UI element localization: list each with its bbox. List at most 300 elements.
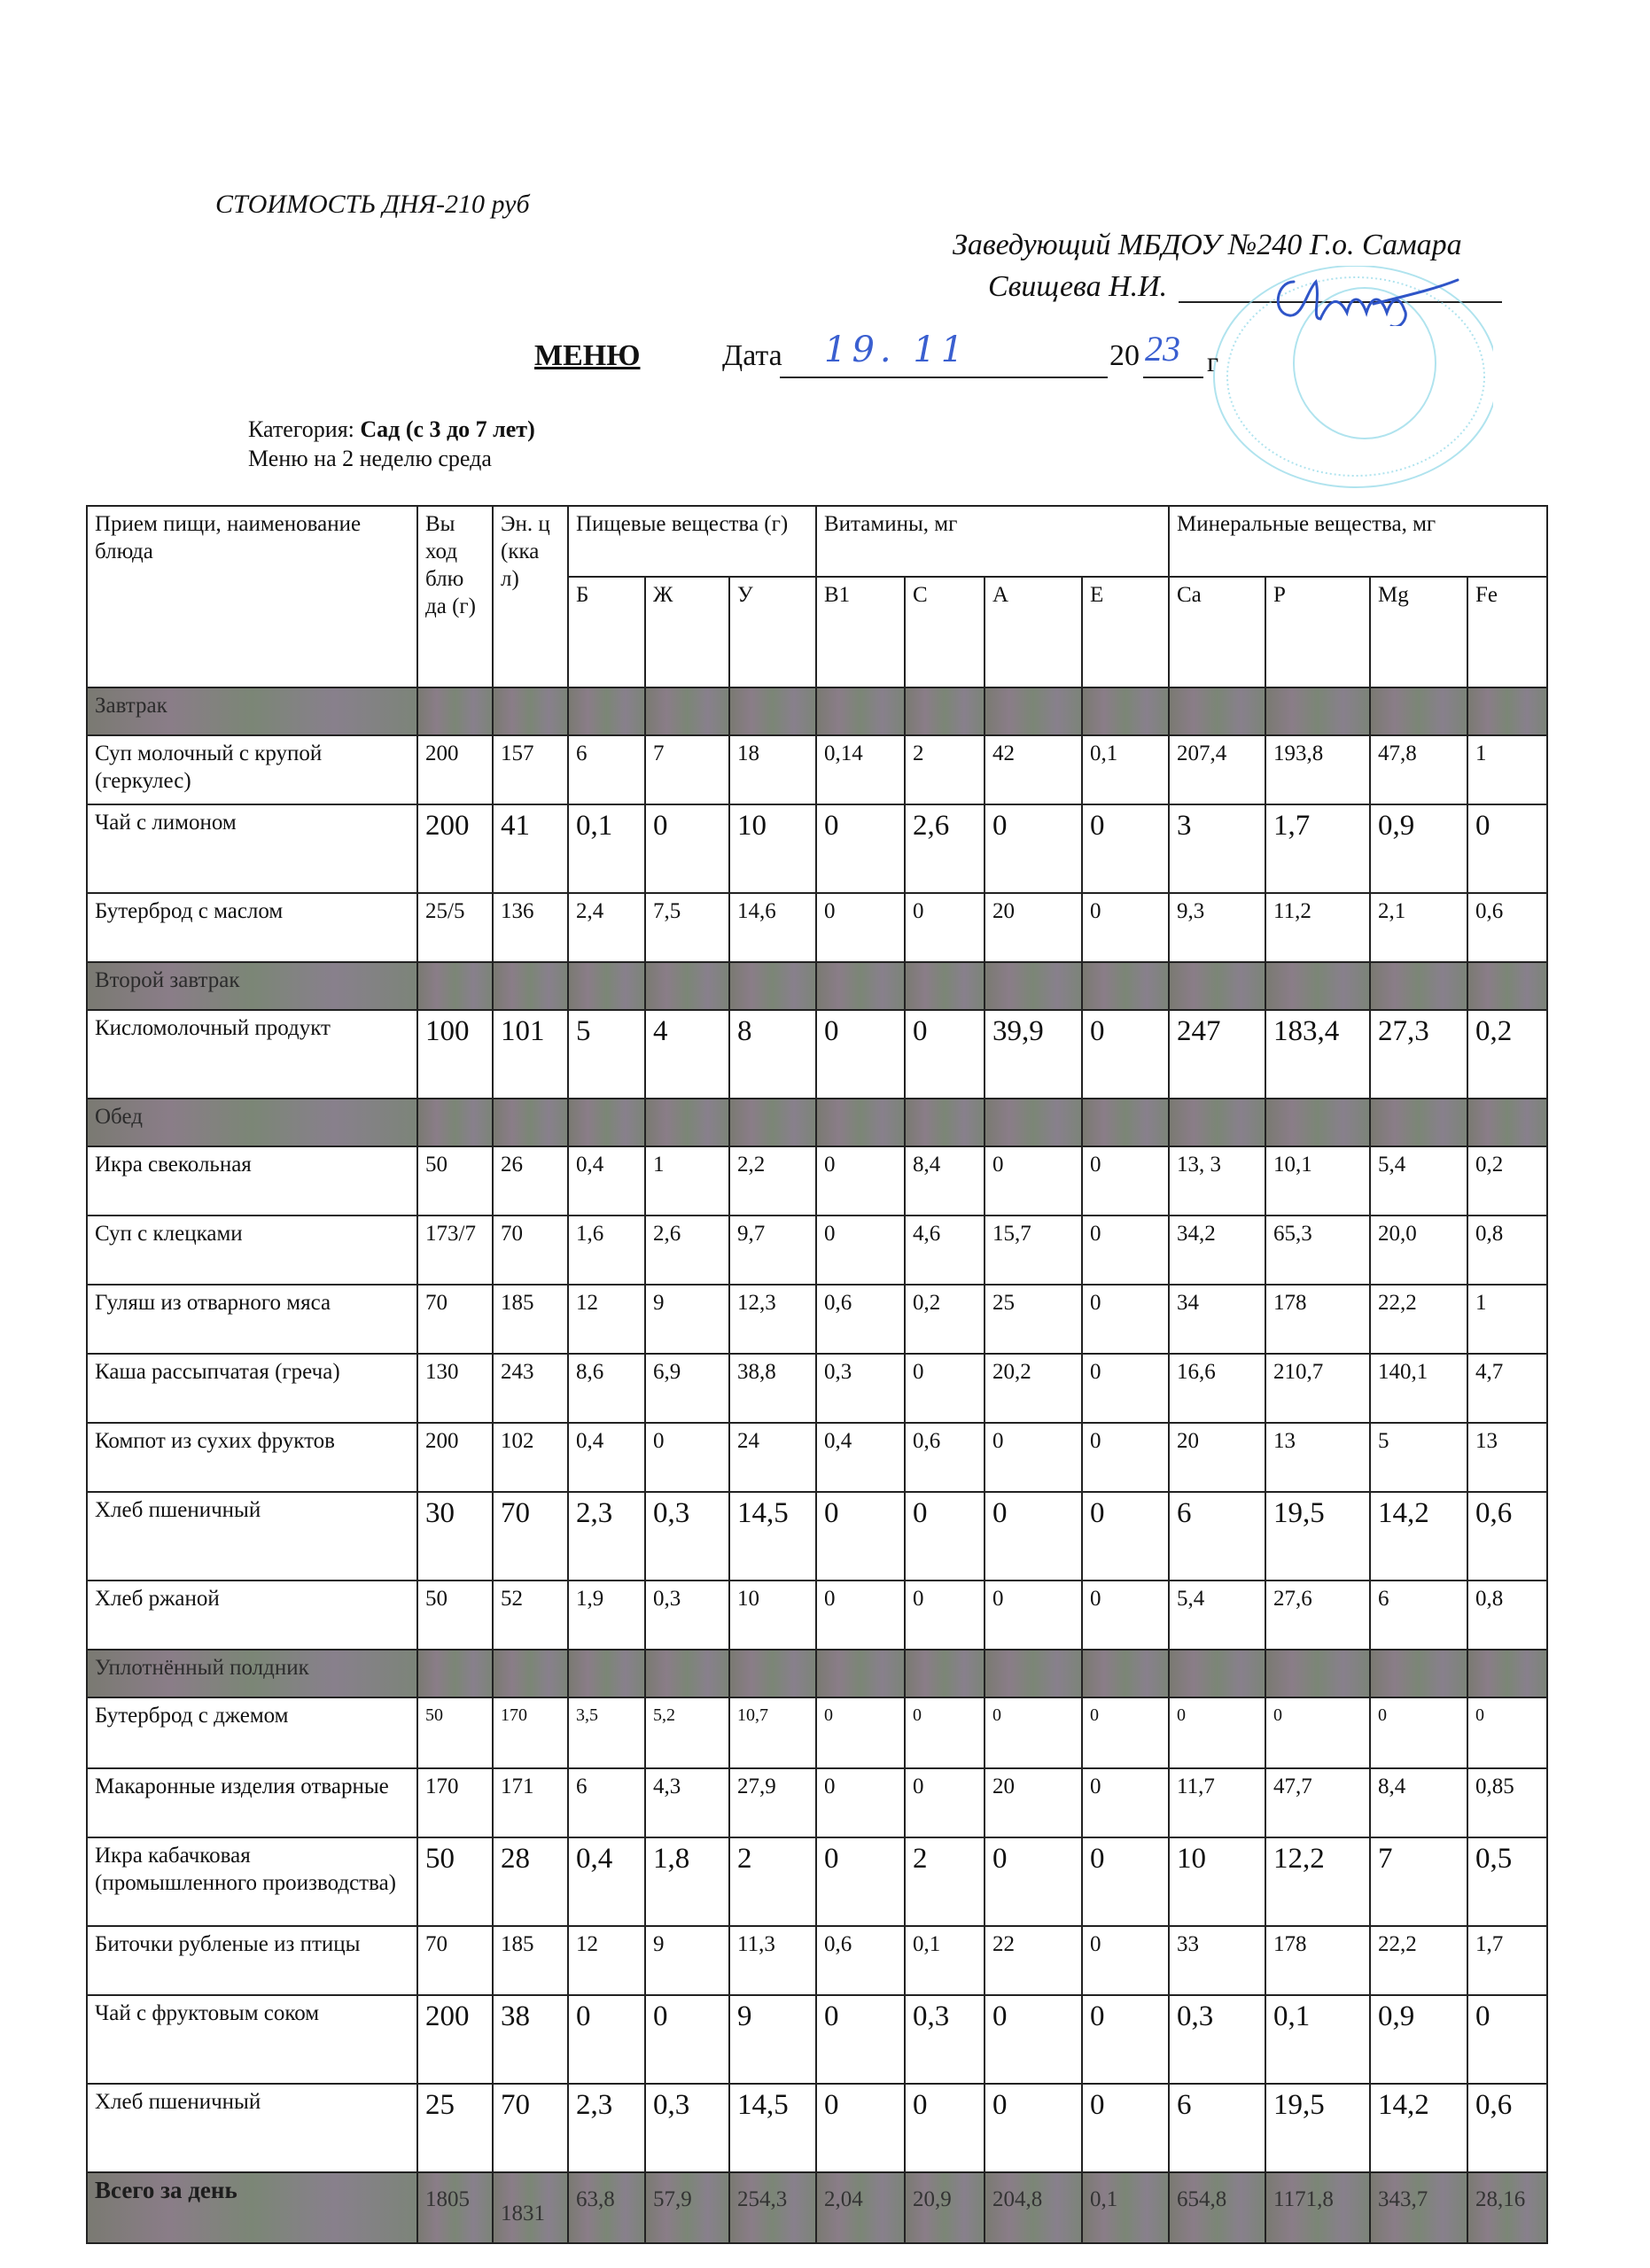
dish-value: 3,5 (568, 1697, 645, 1768)
dish-value: 0,1 (568, 804, 645, 893)
total-value: 1831 (493, 2172, 568, 2243)
dish-value: 0 (816, 1216, 905, 1285)
dish-value: 50 (417, 1146, 493, 1216)
header-minerals: Минеральные вещества, мг (1169, 506, 1547, 577)
dish-name: Бутерброд с джемом (87, 1697, 417, 1768)
section-band-cell (417, 687, 493, 735)
dish-value: 0,6 (816, 1285, 905, 1354)
dish-name: Компот из сухих фруктов (87, 1423, 417, 1492)
dish-value: 0,14 (816, 735, 905, 804)
total-value: 204,8 (985, 2172, 1082, 2243)
dish-row (87, 2084, 1547, 2172)
dish-value: 50 (417, 1697, 493, 1768)
dish-value: 14,5 (729, 2084, 816, 2172)
dish-value: 0,6 (905, 1423, 985, 1492)
dish-value: 1,7 (1467, 1926, 1547, 1995)
subheader-mg: Mg (1370, 577, 1467, 687)
subheader-a: A (985, 577, 1082, 687)
dish-row (87, 1216, 1547, 1285)
dish-value: 1 (1467, 735, 1547, 804)
dish-value: 0 (1467, 1995, 1547, 2084)
dish-value: 0 (816, 893, 905, 962)
section-header (87, 962, 1547, 1010)
section-band-cell (729, 1650, 816, 1697)
section-band-cell (493, 687, 568, 735)
dish-name: Кисломолочный продукт (87, 1010, 417, 1099)
total-value: 57,9 (645, 2172, 729, 2243)
section-title: Обед (87, 1099, 417, 1146)
dish-value: 12,3 (729, 1285, 816, 1354)
dish-value: 10 (729, 804, 816, 893)
section-band-cell (816, 1650, 905, 1697)
dish-value: 0 (985, 1995, 1082, 2084)
dish-value: 0,4 (568, 1423, 645, 1492)
dish-value: 22,2 (1370, 1926, 1467, 1995)
dish-row (87, 804, 1547, 893)
dish-value: 9 (645, 1285, 729, 1354)
dish-value: 0,3 (645, 2084, 729, 2172)
section-band-cell (905, 1650, 985, 1697)
dish-value: 0,2 (1467, 1146, 1547, 1216)
dish-value: 0,8 (1467, 1216, 1547, 1285)
dish-value: 2,3 (568, 1492, 645, 1581)
date-value: 19. 11 (824, 330, 969, 370)
dish-value: 2 (905, 735, 985, 804)
dish-value: 0 (1370, 1697, 1467, 1768)
dish-row (87, 1492, 1547, 1581)
dish-value: 26 (493, 1146, 568, 1216)
dish-value: 7 (1370, 1837, 1467, 1926)
dish-value: 27,9 (729, 1768, 816, 1837)
dish-value: 0 (568, 1995, 645, 2084)
section-band-cell (1467, 1650, 1547, 1697)
dish-value: 0 (905, 1768, 985, 1837)
total-value: 0,1 (1082, 2172, 1169, 2243)
dish-value: 27,3 (1370, 1010, 1467, 1099)
dish-value: 6 (1169, 2084, 1265, 2172)
dish-row (87, 1697, 1547, 1768)
total-value: 2,04 (816, 2172, 905, 2243)
dish-value: 0,4 (568, 1146, 645, 1216)
section-band-cell (645, 962, 729, 1010)
dish-value: 185 (493, 1285, 568, 1354)
section-band-cell (645, 1099, 729, 1146)
dish-value: 19,5 (1265, 1492, 1370, 1581)
dish-row (87, 1926, 1547, 1995)
section-header (87, 1099, 1547, 1146)
section-band-cell (985, 962, 1082, 1010)
dish-value: 0 (1082, 1492, 1169, 1581)
dish-value: 0 (1082, 1837, 1169, 1926)
section-band-cell (645, 1650, 729, 1697)
dish-value: 0,85 (1467, 1768, 1547, 1837)
dish-value: 0 (645, 1995, 729, 2084)
dish-value: 0,1 (1082, 735, 1169, 804)
section-title: Уплотнённый полдник (87, 1650, 417, 1697)
dish-value: 207,4 (1169, 735, 1265, 804)
dish-value: 0 (985, 1146, 1082, 1216)
dish-value: 6 (1370, 1581, 1467, 1650)
dish-value: 0,9 (1370, 1995, 1467, 2084)
dish-value: 4,7 (1467, 1354, 1547, 1423)
dish-value: 6 (1169, 1492, 1265, 1581)
dish-value: 7 (645, 735, 729, 804)
menu-body (87, 687, 1547, 2243)
section-band-cell (417, 962, 493, 1010)
dish-value: 0 (1467, 1697, 1547, 1768)
dish-value: 210,7 (1265, 1354, 1370, 1423)
section-band-cell (1169, 1099, 1265, 1146)
dish-value: 0 (816, 804, 905, 893)
dish-value: 200 (417, 735, 493, 804)
dish-value: 70 (417, 1926, 493, 1995)
dish-value: 200 (417, 1995, 493, 2084)
dish-value: 10 (729, 1581, 816, 1650)
dish-name: Биточки рубленые из птицы (87, 1926, 417, 1995)
dish-value: 193,8 (1265, 735, 1370, 804)
dish-value: 0 (905, 2084, 985, 2172)
dish-value: 70 (417, 1285, 493, 1354)
subheader-fe: Fe (1467, 577, 1547, 687)
dish-row (87, 1995, 1547, 2084)
total-value: 654,8 (1169, 2172, 1265, 2243)
dish-value: 1,7 (1265, 804, 1370, 893)
dish-row (87, 1768, 1547, 1837)
total-value: 343,7 (1370, 2172, 1467, 2243)
section-band-cell (568, 1650, 645, 1697)
dish-value: 0 (1082, 1697, 1169, 1768)
section-band-cell (1082, 1650, 1169, 1697)
dish-row (87, 1837, 1547, 1926)
section-title: Завтрак (87, 687, 417, 735)
dish-value: 0 (1082, 1995, 1169, 2084)
dish-value: 0 (905, 1697, 985, 1768)
dish-value: 0 (1082, 1768, 1169, 1837)
dish-value: 247 (1169, 1010, 1265, 1099)
dish-value: 0 (1082, 1354, 1169, 1423)
dish-value: 13, 3 (1169, 1146, 1265, 1216)
subheader-b1: B1 (816, 577, 905, 687)
section-band-cell (816, 1099, 905, 1146)
dish-value: 0 (1169, 1697, 1265, 1768)
dish-value: 39,9 (985, 1010, 1082, 1099)
section-band-cell (985, 1650, 1082, 1697)
dish-value: 14,5 (729, 1492, 816, 1581)
dish-value: 20 (985, 893, 1082, 962)
dish-name: Икра кабачковая (промышленного производства) (87, 1837, 417, 1926)
dish-value: 11,3 (729, 1926, 816, 1995)
dish-value: 0 (985, 804, 1082, 893)
section-band-cell (1082, 687, 1169, 735)
dish-value: 0 (816, 1837, 905, 1926)
dish-value: 171 (493, 1768, 568, 1837)
dish-value: 173/7 (417, 1216, 493, 1285)
dish-value: 2 (729, 1837, 816, 1926)
subheader-б: Б (568, 577, 645, 687)
dish-value: 0 (985, 1697, 1082, 1768)
dish-name: Чай с лимоном (87, 804, 417, 893)
dish-value: 4,6 (905, 1216, 985, 1285)
dish-value: 10,7 (729, 1697, 816, 1768)
dish-value: 0 (1467, 804, 1547, 893)
menu-table (86, 505, 1548, 2244)
dish-value: 136 (493, 893, 568, 962)
dish-value: 178 (1265, 1926, 1370, 1995)
dish-value: 9 (645, 1926, 729, 1995)
dish-value: 185 (493, 1926, 568, 1995)
dish-name: Гуляш из отварного мяса (87, 1285, 417, 1354)
dish-value: 25 (985, 1285, 1082, 1354)
year-suffix: г (1207, 346, 1219, 377)
dish-value: 0,6 (1467, 893, 1547, 962)
total-value: 20,9 (905, 2172, 985, 2243)
dish-value: 5 (1370, 1423, 1467, 1492)
dish-value: 7,5 (645, 893, 729, 962)
date-label: Дата (722, 339, 782, 372)
category-label: Категория: (248, 416, 354, 442)
dish-value: 130 (417, 1354, 493, 1423)
dish-value: 0 (1082, 1010, 1169, 1099)
dish-value: 1,8 (645, 1837, 729, 1926)
section-band-cell (905, 687, 985, 735)
dish-value: 5,2 (645, 1697, 729, 1768)
total-label: Всего за день (87, 2172, 417, 2243)
dish-value: 0 (816, 1010, 905, 1099)
dish-value: 0,2 (905, 1285, 985, 1354)
dish-value: 1 (645, 1146, 729, 1216)
section-title: Второй завтрак (87, 962, 417, 1010)
dish-value: 27,6 (1265, 1581, 1370, 1650)
dish-value: 0,4 (816, 1423, 905, 1492)
dish-value: 183,4 (1265, 1010, 1370, 1099)
dish-value: 0 (816, 1697, 905, 1768)
section-band-cell (1265, 962, 1370, 1010)
section-band-cell (1467, 962, 1547, 1010)
dish-value: 42 (985, 735, 1082, 804)
total-row (87, 2172, 1547, 2243)
dish-value: 0,3 (645, 1581, 729, 1650)
section-band-cell (568, 962, 645, 1010)
section-band-cell (1169, 687, 1265, 735)
section-band-cell (1265, 1650, 1370, 1697)
dish-value: 0 (905, 1581, 985, 1650)
dish-value: 12,2 (1265, 1837, 1370, 1926)
dish-value: 0 (1082, 1146, 1169, 1216)
dish-value: 18 (729, 735, 816, 804)
section-band-cell (816, 962, 905, 1010)
dish-value: 8,6 (568, 1354, 645, 1423)
subheader-у: У (729, 577, 816, 687)
dish-value: 2,2 (729, 1146, 816, 1216)
section-band-cell (1370, 687, 1467, 735)
week-line: Меню на 2 неделю среда (248, 446, 492, 471)
dish-value: 30 (417, 1492, 493, 1581)
year-line (1143, 377, 1203, 378)
dish-value: 8 (729, 1010, 816, 1099)
dish-value: 1 (1467, 1285, 1547, 1354)
dish-value: 0 (816, 1995, 905, 2084)
dish-name: Икра свекольная (87, 1146, 417, 1216)
dish-value: 65,3 (1265, 1216, 1370, 1285)
dish-name: Каша рассыпчатая (греча) (87, 1354, 417, 1423)
dish-value: 157 (493, 735, 568, 804)
dish-value: 0,3 (645, 1492, 729, 1581)
dish-value: 0,6 (1467, 2084, 1547, 2172)
dish-value: 170 (493, 1697, 568, 1768)
dish-value: 70 (493, 1216, 568, 1285)
dish-value: 9 (729, 1995, 816, 2084)
dish-value: 0 (1265, 1697, 1370, 1768)
section-band-cell (493, 1650, 568, 1697)
dish-value: 0,5 (1467, 1837, 1547, 1926)
section-band-cell (645, 687, 729, 735)
section-band-cell (568, 687, 645, 735)
dish-value: 200 (417, 1423, 493, 1492)
section-band-cell (568, 1099, 645, 1146)
section-band-cell (493, 962, 568, 1010)
section-band-cell (1370, 1099, 1467, 1146)
dish-value: 9,3 (1169, 893, 1265, 962)
dish-value: 100 (417, 1010, 493, 1099)
dish-value: 34,2 (1169, 1216, 1265, 1285)
dish-value: 28 (493, 1837, 568, 1926)
dish-value: 70 (493, 2084, 568, 2172)
date-line (780, 377, 1108, 378)
dish-value: 22 (985, 1926, 1082, 1995)
section-band-cell (729, 962, 816, 1010)
section-band-cell (729, 687, 816, 735)
dish-value: 102 (493, 1423, 568, 1492)
dish-name: Хлеб пшеничный (87, 2084, 417, 2172)
dish-value: 0 (1082, 1285, 1169, 1354)
dish-value: 14,2 (1370, 2084, 1467, 2172)
header-energy: Эн. ц (кка л) (493, 506, 568, 687)
year-value: 23 (1145, 329, 1180, 369)
dish-value: 0 (816, 1581, 905, 1650)
director-signature (1267, 264, 1462, 326)
dish-value: 0,4 (568, 1837, 645, 1926)
dish-value: 140,1 (1370, 1354, 1467, 1423)
dish-value: 22,2 (1370, 1285, 1467, 1354)
dish-value: 47,8 (1370, 735, 1467, 804)
dish-value: 0 (816, 1492, 905, 1581)
dish-value: 0 (985, 1492, 1082, 1581)
dish-value: 4 (645, 1010, 729, 1099)
section-band-cell (417, 1099, 493, 1146)
dish-value: 0 (1082, 804, 1169, 893)
dish-value: 8,4 (1370, 1768, 1467, 1837)
total-value: 63,8 (568, 2172, 645, 2243)
total-value: 1171,8 (1265, 2172, 1370, 2243)
dish-value: 10,1 (1265, 1146, 1370, 1216)
dish-value: 101 (493, 1010, 568, 1099)
dish-value: 0 (645, 1423, 729, 1492)
dish-value: 0 (985, 1581, 1082, 1650)
dish-value: 243 (493, 1354, 568, 1423)
dish-value: 0 (1082, 1423, 1169, 1492)
section-band-cell (985, 687, 1082, 735)
dish-value: 47,7 (1265, 1768, 1370, 1837)
section-band-cell (1082, 1099, 1169, 1146)
dish-value: 50 (417, 1837, 493, 1926)
dish-value: 0 (985, 1423, 1082, 1492)
dish-value: 0,8 (1467, 1581, 1547, 1650)
dish-value: 0,1 (1265, 1995, 1370, 2084)
section-band-cell (1082, 962, 1169, 1010)
dish-value: 2,4 (568, 893, 645, 962)
header-yield: Вы ход блю да (г) (417, 506, 493, 687)
section-band-cell (1169, 962, 1265, 1010)
dish-name: Макаронные изделия отварные (87, 1768, 417, 1837)
dish-value: 19,5 (1265, 2084, 1370, 2172)
dish-value: 20,0 (1370, 1216, 1467, 1285)
subheader-p: P (1265, 577, 1370, 687)
dish-name: Чай с фруктовым соком (87, 1995, 417, 2084)
dish-value: 5 (568, 1010, 645, 1099)
total-value: 254,3 (729, 2172, 816, 2243)
dish-value: 13 (1265, 1423, 1370, 1492)
subheader-ж: Ж (645, 577, 729, 687)
dish-value: 0,1 (905, 1926, 985, 1995)
dish-value: 70 (493, 1492, 568, 1581)
section-band-cell (905, 1099, 985, 1146)
dish-value: 200 (417, 804, 493, 893)
dish-value: 11,7 (1169, 1768, 1265, 1837)
dish-value: 2,3 (568, 2084, 645, 2172)
dish-value: 0 (816, 1146, 905, 1216)
section-band-cell (493, 1099, 568, 1146)
dish-value: 5,4 (1169, 1581, 1265, 1650)
dish-value: 0,2 (1467, 1010, 1547, 1099)
total-value: 1805 (417, 2172, 493, 2243)
dish-row (87, 1581, 1547, 1650)
dish-value: 38 (493, 1995, 568, 2084)
dish-value: 8,4 (905, 1146, 985, 1216)
dish-value: 0 (985, 1837, 1082, 1926)
section-header (87, 687, 1547, 735)
dish-value: 20 (1169, 1423, 1265, 1492)
dish-value: 0 (1082, 2084, 1169, 2172)
dish-value: 25/5 (417, 893, 493, 962)
dish-value: 24 (729, 1423, 816, 1492)
dish-value: 0 (1082, 1581, 1169, 1650)
section-band-cell (816, 687, 905, 735)
dish-value: 0 (905, 1010, 985, 1099)
dish-value: 0 (1082, 893, 1169, 962)
dish-row (87, 1423, 1547, 1492)
category-line (248, 416, 535, 443)
section-band-cell (1467, 687, 1547, 735)
dish-value: 50 (417, 1581, 493, 1650)
dish-value: 0 (905, 893, 985, 962)
section-header (87, 1650, 1547, 1697)
header-vitamins: Витамины, мг (816, 506, 1169, 577)
dish-value: 170 (417, 1768, 493, 1837)
dish-value: 1,6 (568, 1216, 645, 1285)
section-band-cell (1169, 1650, 1265, 1697)
section-band-cell (985, 1099, 1082, 1146)
section-band-cell (1370, 962, 1467, 1010)
dish-value: 12 (568, 1926, 645, 1995)
dish-value: 0 (905, 1492, 985, 1581)
dish-value: 38,8 (729, 1354, 816, 1423)
dish-value: 6,9 (645, 1354, 729, 1423)
dish-value: 33 (1169, 1926, 1265, 1995)
dish-value: 6 (568, 1768, 645, 1837)
dish-value: 11,2 (1265, 893, 1370, 962)
dish-value: 0,3 (905, 1995, 985, 2084)
director-title: Заведующий МБДОУ №240 Г.о. Самара (953, 229, 1462, 261)
